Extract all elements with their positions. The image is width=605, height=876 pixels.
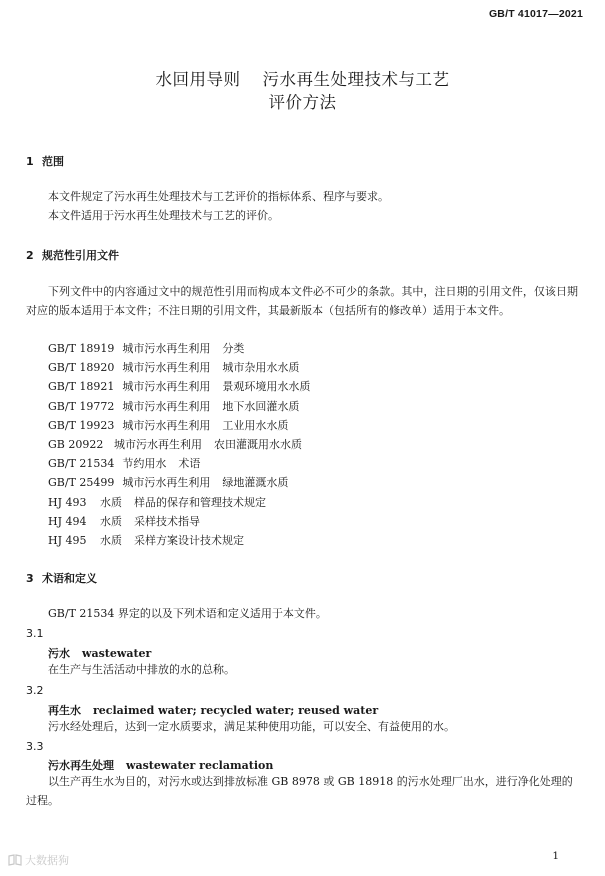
section-title: 范围 [42, 155, 64, 168]
term-entry [48, 645, 151, 661]
reference-title-main: 城市污水再生利用 [122, 399, 211, 413]
page-number: 1 [552, 850, 559, 862]
reference-item [48, 358, 310, 377]
reference-item [48, 435, 310, 454]
reference-item [48, 454, 310, 473]
section-2-heading [26, 247, 119, 263]
reference-item [48, 377, 310, 396]
reference-code: HJ 494 [48, 514, 87, 528]
reference-code: GB/T 18919 [48, 342, 115, 355]
document-title [0, 68, 605, 114]
section-1-para-1: 本文件规定了污水再生处理技术与工艺评价的指标体系、程序与要求。 [48, 190, 389, 203]
reference-item [48, 339, 310, 358]
reference-item [48, 416, 310, 435]
reference-title-main: 城市污水再生利用 [122, 380, 211, 394]
reference-list [48, 339, 310, 550]
reference-code: HJ 495 [48, 534, 87, 548]
term-english: reclaimed water; recycled water; reused water [93, 704, 379, 717]
section-number: 1 [26, 155, 34, 168]
reference-code: GB/T 18920 [48, 361, 115, 375]
reference-item [48, 493, 310, 512]
clause-number: 3.2 [26, 684, 44, 697]
term-english: wastewater [82, 647, 152, 660]
clause-number: 3.1 [26, 627, 44, 640]
reference-code: GB/T 18921 [48, 380, 115, 394]
title-part-1: 水回用导则 [155, 70, 241, 89]
reference-code: GB/T 21534 [48, 457, 115, 471]
reference-title-main: 城市污水再生利用 [122, 342, 211, 355]
reference-title-main: 城市污水再生利用 [122, 361, 211, 375]
section-title: 规范性引用文件 [42, 249, 119, 262]
reference-title-sub: 采样方案设计技术规定 [134, 534, 244, 548]
reference-title-sub: 农田灌溉用水水质 [214, 438, 302, 452]
reference-title-sub: 工业用水水质 [222, 418, 289, 432]
section-number: 3 [26, 572, 34, 585]
term-definition: 污水经处理后，达到一定水质要求，满足某种使用功能，可以安全、有益使用的水。 [48, 720, 455, 733]
clause-number: 3.3 [26, 740, 44, 753]
reference-title-main: 水质 [100, 514, 122, 528]
title-line-1 [0, 68, 605, 91]
reference-title-sub: 地下水回灌水质 [222, 399, 300, 413]
title-part-2: 污水再生处理技术与工艺 [262, 70, 450, 89]
section-number: 2 [26, 249, 34, 262]
watermark-text: 大数据狗 [25, 854, 69, 867]
reference-title-main: 水质 [100, 534, 122, 548]
reference-title-sub: 术语 [178, 457, 201, 471]
section-2-intro: 下列文件中的内容通过文中的规范性引用而构成本文件必不可少的条款。其中，注日期的引用文件，仅该日期对应的版本适用于本文件；不注日期的引用文件，其最新版本（包括所有的修改单）适用于本文件。 [26, 285, 578, 317]
reference-title-main: 水质 [100, 495, 122, 509]
watermark [8, 852, 69, 868]
standard-code: GB/T 41017—2021 [488, 8, 583, 20]
reference-title-main: 城市污水再生利用 [114, 438, 202, 452]
section-1-heading [26, 153, 64, 169]
section-3-intro: GB/T 21534 界定的以及下列术语和定义适用于本文件。 [48, 607, 327, 620]
reference-title-sub: 城市杂用水水质 [222, 361, 300, 375]
reference-title-main: 城市污水再生利用 [122, 476, 211, 490]
reference-title-main: 节约用水 [122, 457, 167, 471]
reference-item [48, 397, 310, 416]
term-chinese: 再生水 [48, 704, 81, 717]
term-chinese: 污水 [48, 647, 70, 660]
reference-code: GB/T 19772 [48, 399, 115, 413]
term-definition: 以生产再生水为目的，对污水或达到排放标准 GB 8978 或 GB 18918 的污水处理厂出水，进行净化处理的过程。 [26, 775, 573, 807]
reference-code: GB 20922 [48, 438, 104, 452]
reference-item [48, 512, 310, 531]
reference-title-sub: 采样技术指导 [134, 514, 200, 528]
reference-code: HJ 493 [48, 495, 87, 509]
reference-title-sub: 分类 [222, 342, 245, 355]
reference-code: GB/T 25499 [48, 476, 115, 490]
reference-item [48, 473, 310, 492]
section-3-heading [26, 570, 97, 586]
term-entry [48, 757, 273, 773]
reference-title-main: 城市污水再生利用 [122, 418, 211, 432]
term-english: wastewater reclamation [126, 759, 274, 772]
term-definition: 在生产与生活活动中排放的水的总称。 [48, 663, 235, 676]
reference-title-sub: 绿地灌溉水质 [222, 476, 289, 490]
term-entry [48, 702, 378, 718]
section-title: 术语和定义 [42, 572, 97, 585]
title-line-2: 评价方法 [268, 93, 337, 112]
term-chinese: 污水再生处理 [48, 759, 114, 772]
section-1-para-2: 本文件适用于污水再生处理技术与工艺的评价。 [48, 209, 279, 222]
watermark-logo-icon [8, 854, 22, 866]
reference-title-sub: 景观环境用水水质 [222, 380, 311, 394]
reference-item [48, 531, 310, 550]
reference-title-sub: 样品的保存和管理技术规定 [134, 495, 266, 509]
reference-code: GB/T 19923 [48, 418, 115, 432]
